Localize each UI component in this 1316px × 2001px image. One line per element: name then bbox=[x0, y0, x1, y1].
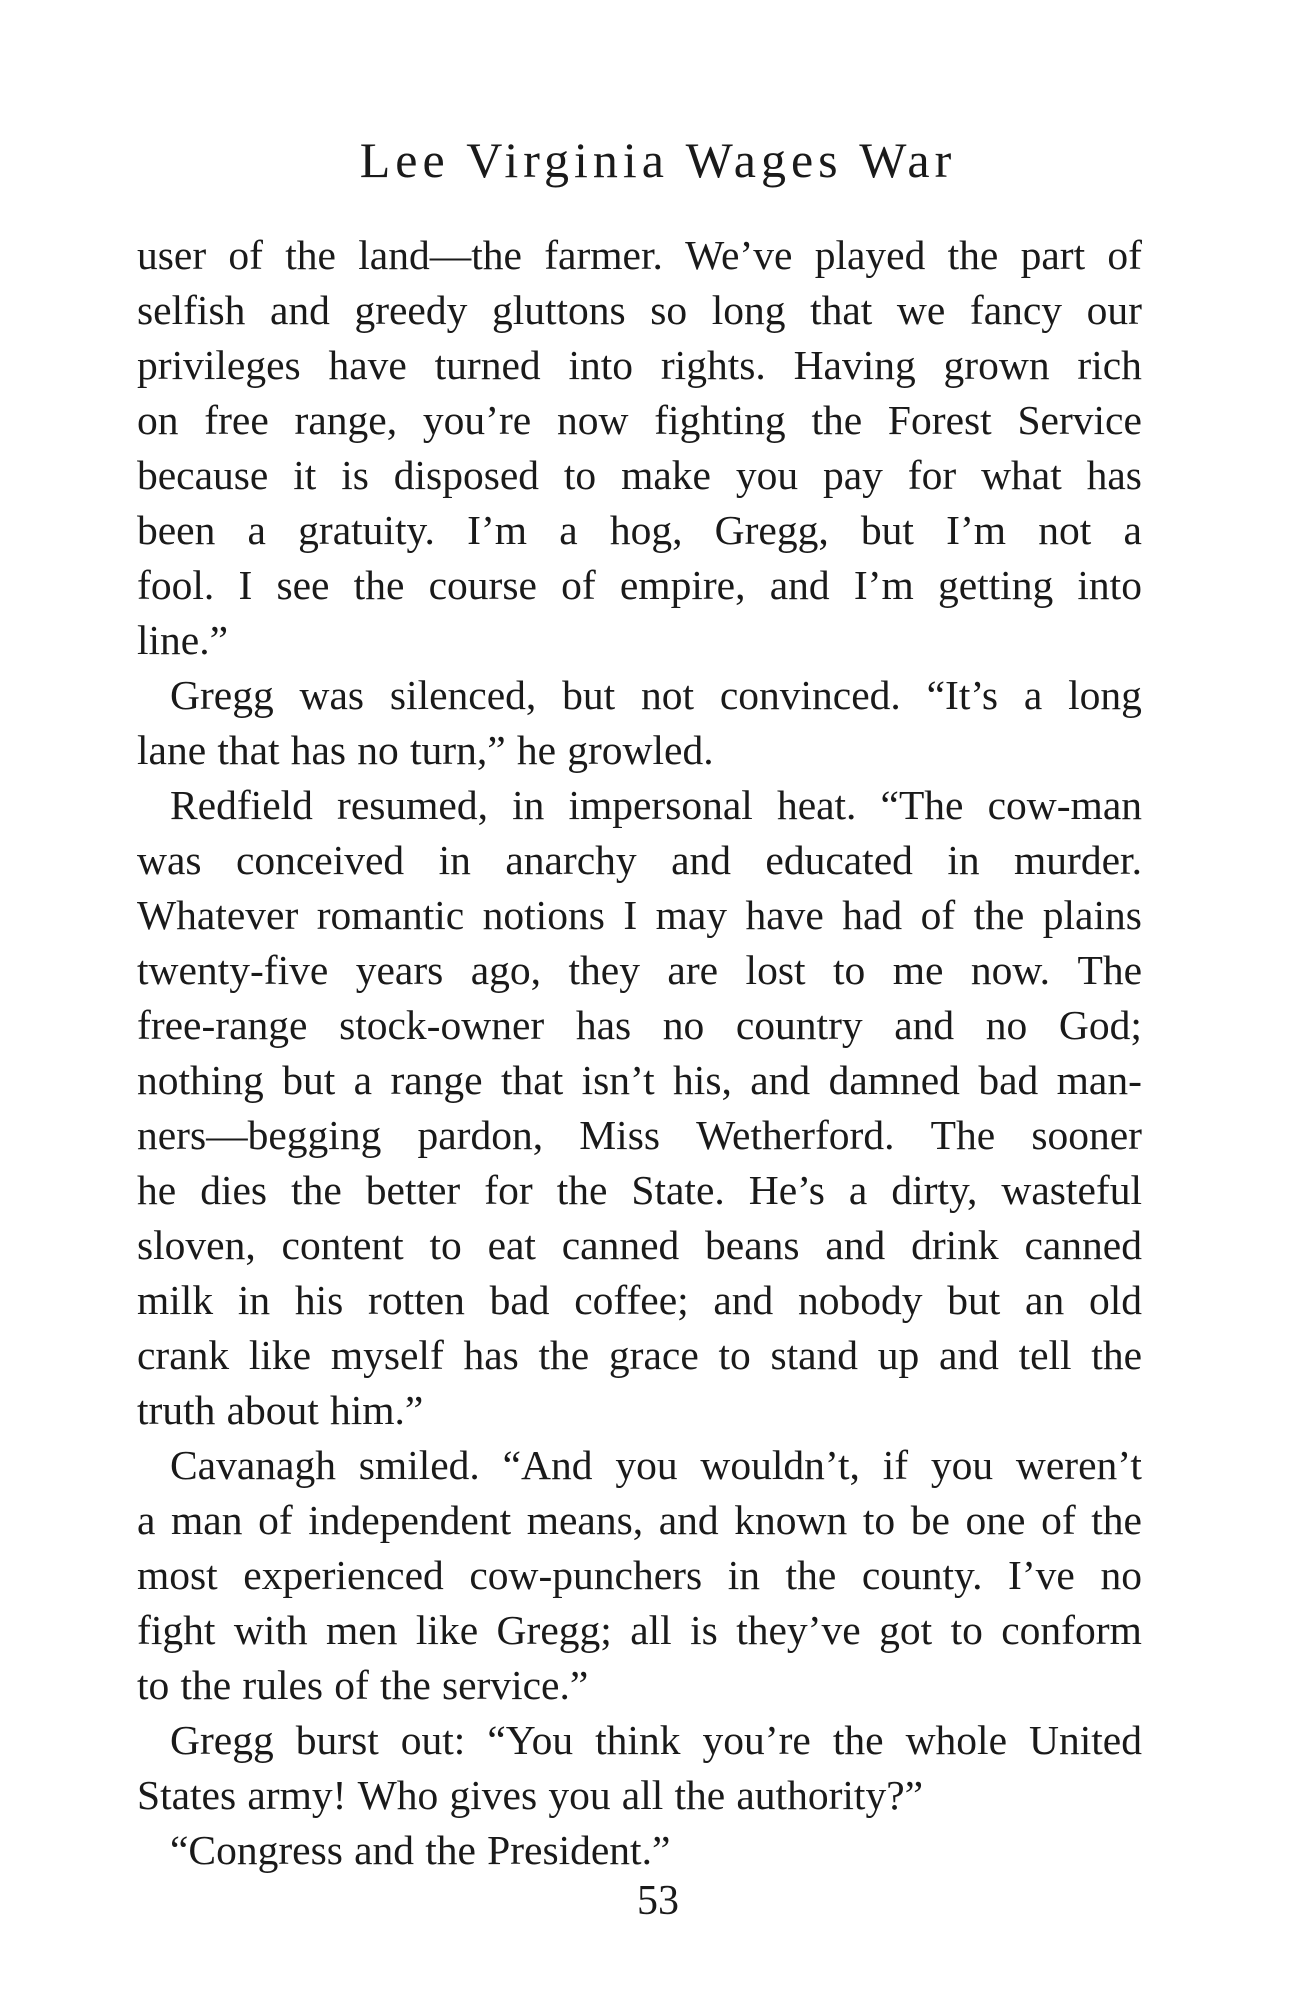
text-line: milk in his rotten bad coffee; and nobody but an old bbox=[137, 1277, 1142, 1323]
running-head: Lee Virginia Wages War bbox=[359, 132, 957, 188]
text-line: fool. I see the course of empire, and I’m getting into bbox=[137, 562, 1142, 608]
text-line: on free range, you’re now fighting the Forest Service bbox=[137, 397, 1142, 443]
text-line: was conceived in anarchy and educated in murder. bbox=[137, 837, 1142, 883]
text-line: “Congress and the President.” bbox=[170, 1827, 671, 1873]
text-line: line.” bbox=[137, 617, 229, 663]
text-line: lane that has no turn,” he growled. bbox=[137, 727, 714, 773]
text-line: truth about him.” bbox=[137, 1387, 424, 1433]
text-line: nothing but a range that isn’t his, and damned bad man- bbox=[137, 1057, 1142, 1103]
page-number: 53 bbox=[637, 1878, 679, 1924]
text-line: crank like myself has the grace to stand up and tell the bbox=[137, 1332, 1142, 1378]
text-line: a man of independent means, and known to be one of the bbox=[137, 1497, 1142, 1543]
text-line: Redfield resumed, in impersonal heat. “The cow-man bbox=[170, 782, 1142, 828]
text-line: been a gratuity. I’m a hog, Gregg, but I’m not a bbox=[137, 507, 1142, 553]
text-line: because it is disposed to make you pay for what has bbox=[137, 452, 1142, 498]
text-line: most experienced cow-punchers in the county. I’ve no bbox=[137, 1552, 1142, 1598]
text-line: sloven, content to eat canned beans and drink canned bbox=[137, 1222, 1142, 1268]
text-line: user of the land—the farmer. We’ve played the part of bbox=[137, 232, 1142, 278]
text-line: free-range stock-owner has no country and no God; bbox=[137, 1002, 1142, 1048]
text-line: fight with men like Gregg; all is they’ve got to conform bbox=[137, 1607, 1142, 1653]
text-line: Gregg was silenced, but not convinced. “It’s a long bbox=[170, 672, 1142, 718]
text-line: Whatever romantic notions I may have had of the plains bbox=[137, 892, 1142, 938]
body-text bbox=[137, 228, 1142, 1878]
text-line: Gregg burst out: “You think you’re the whole United bbox=[170, 1717, 1142, 1763]
text-line: twenty-five years ago, they are lost to me now. The bbox=[137, 947, 1142, 993]
text-line: to the rules of the service.” bbox=[137, 1662, 589, 1708]
text-line: ners—begging pardon, Miss Wetherford. The sooner bbox=[137, 1112, 1142, 1158]
text-line: privileges have turned into rights. Having grown rich bbox=[137, 342, 1142, 388]
text-line: he dies the better for the State. He’s a dirty, wasteful bbox=[137, 1167, 1142, 1213]
text-line: selfish and greedy gluttons so long that we fancy our bbox=[137, 287, 1142, 333]
text-line: Cavanagh smiled. “And you wouldn’t, if you weren’t bbox=[170, 1442, 1142, 1488]
text-line: States army! Who gives you all the authority?” bbox=[137, 1772, 924, 1818]
